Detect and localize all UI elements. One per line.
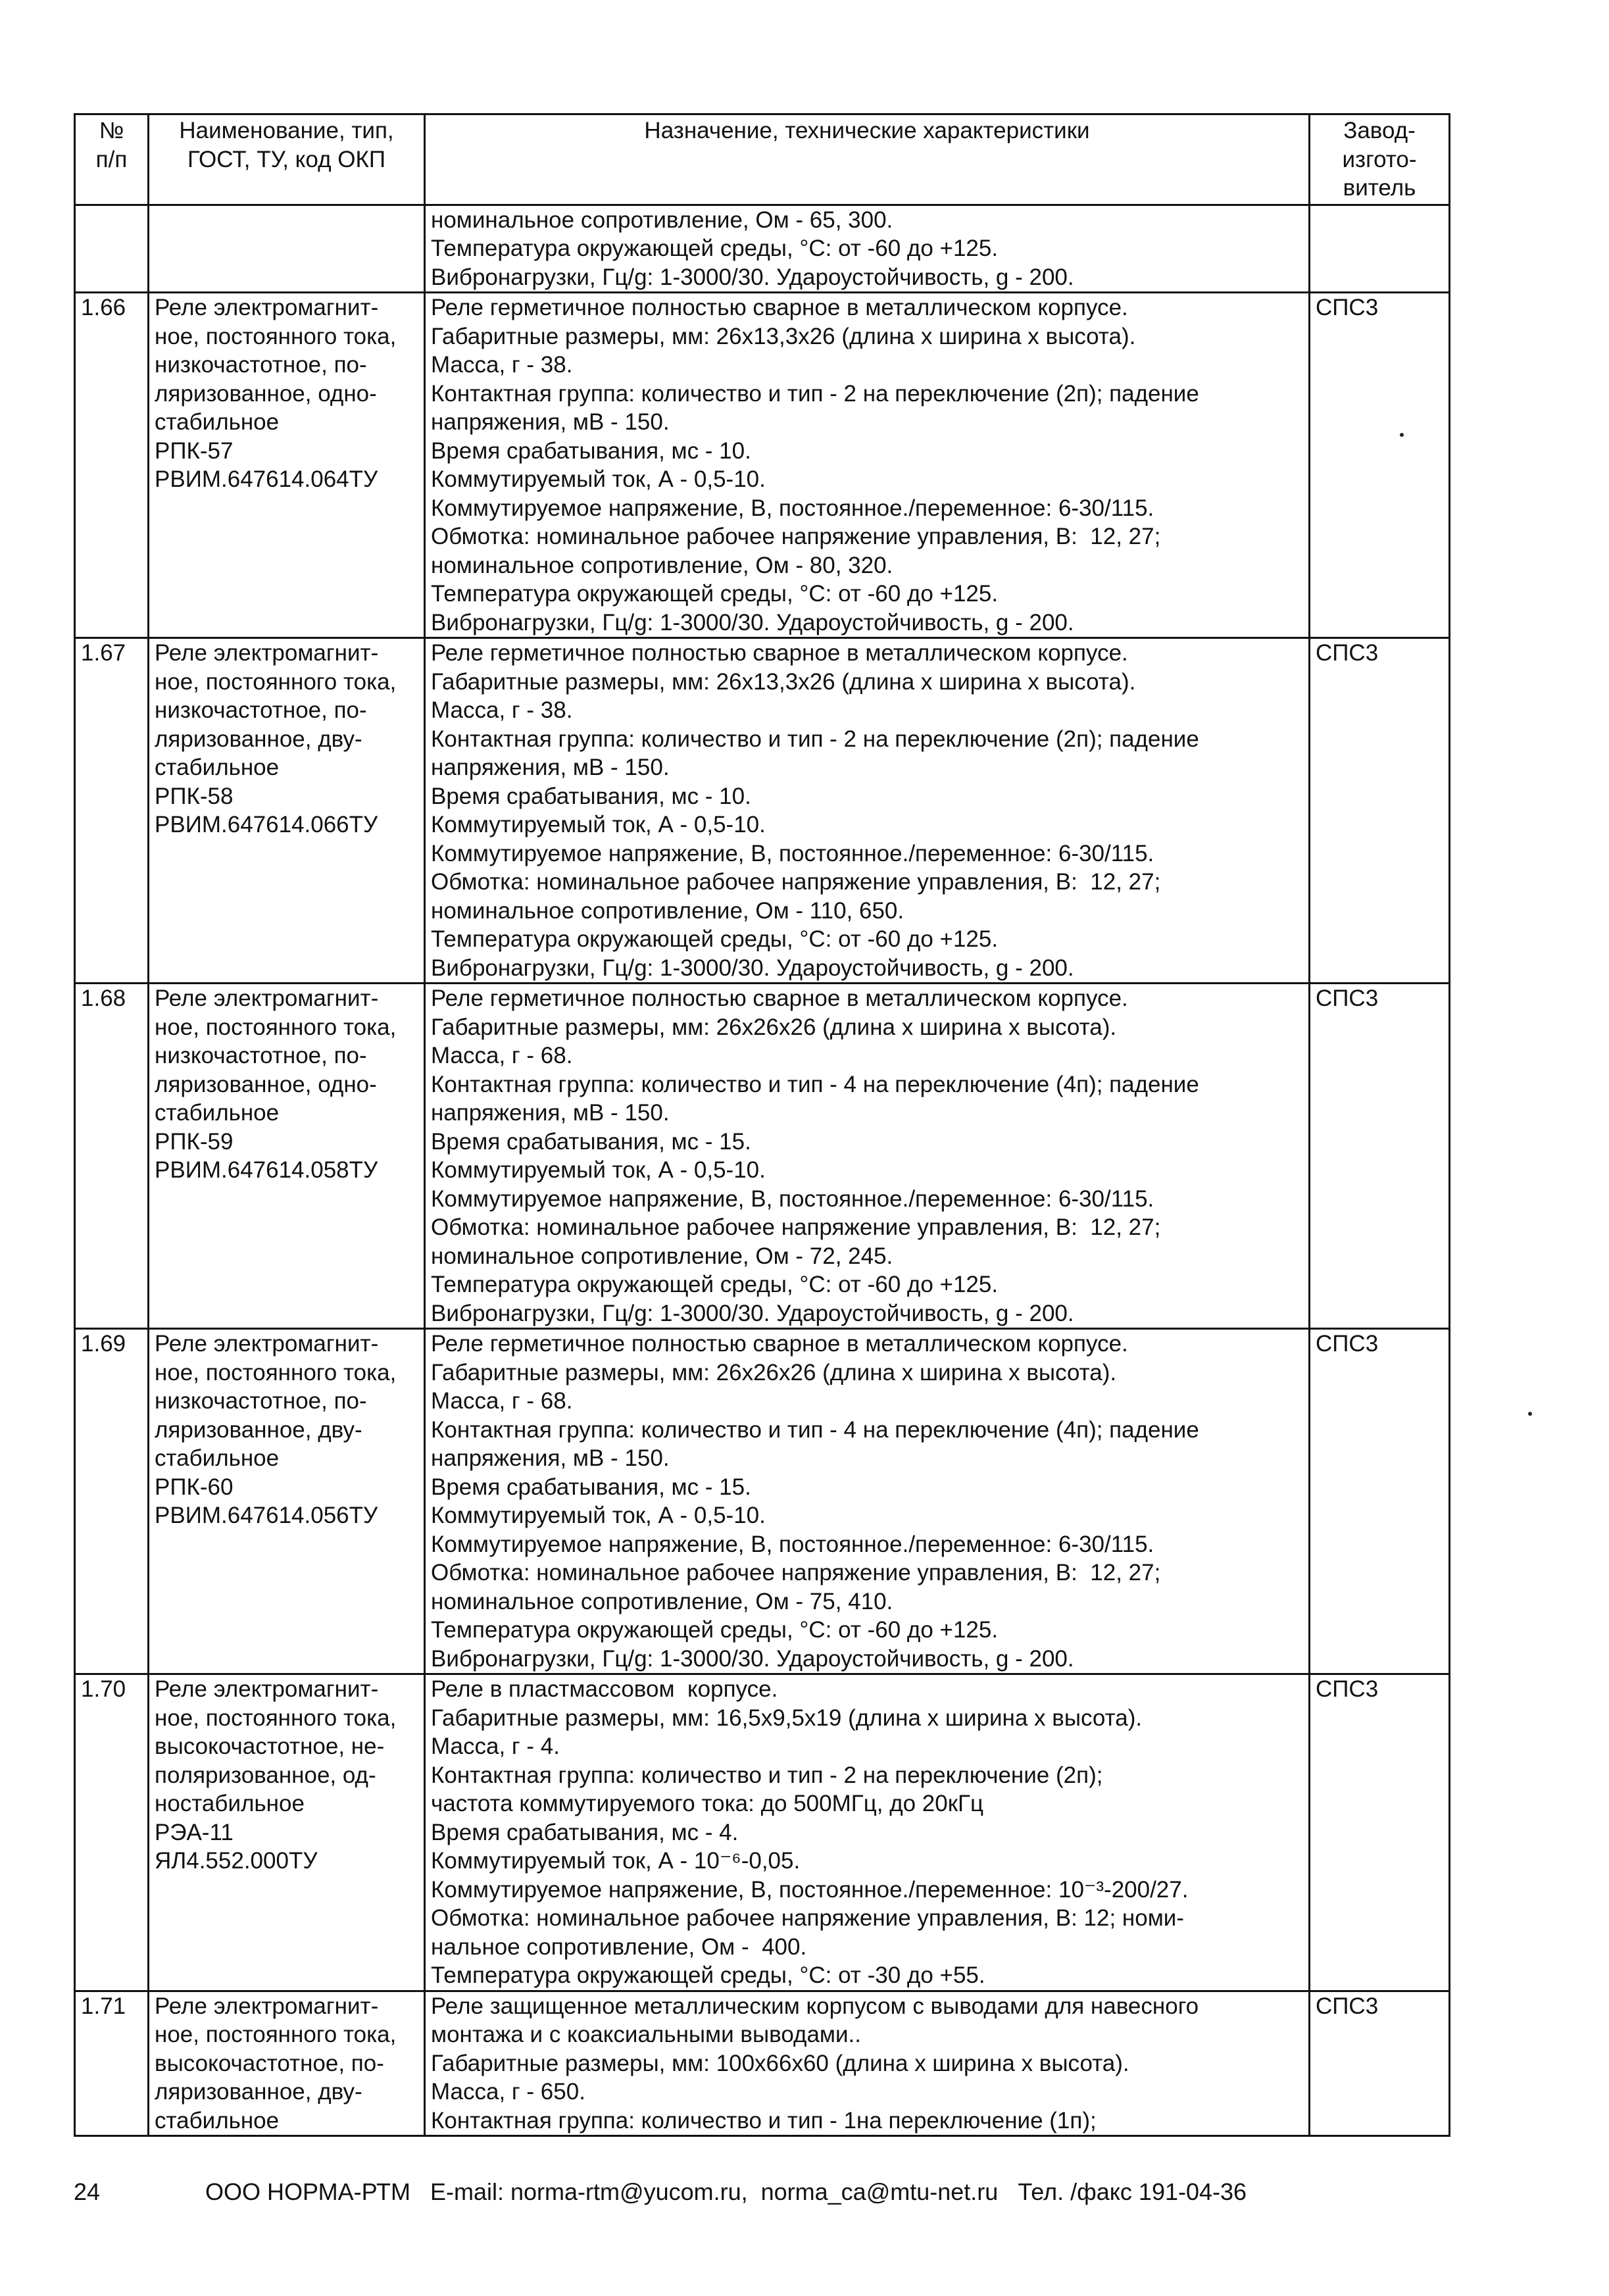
characteristics-line: напряжения, мВ - 150. — [431, 1100, 670, 1126]
characteristics-cell — [425, 1674, 1310, 1991]
product-name-line: ляризованное, дву- — [155, 2079, 362, 2105]
row-number: 1.71 — [81, 1993, 126, 2019]
product-name-line: Реле электромагнит- — [155, 295, 379, 320]
manufacturer-cell — [1310, 1329, 1450, 1674]
characteristics-line: Температура окружающей среды, °С: от -60 до +125. — [431, 1272, 999, 1297]
company-name: ООО НОРМА-РТМ — [205, 2178, 410, 2205]
header-manufacturer-line: витель — [1343, 175, 1416, 201]
characteristics-cell — [425, 638, 1310, 984]
characteristics-line: Вибронагрузки, Гц/g: 1-3000/30. Удароустойчивость, g - 200. — [431, 264, 1074, 290]
catalog-table — [74, 113, 1450, 2137]
characteristics-cell — [425, 205, 1310, 293]
phone-fax: Тел. /факс 191-04-36 — [1018, 2178, 1247, 2205]
characteristics-line: Температура окружающей среды, °С: от -60 до +125. — [431, 1617, 999, 1643]
product-name-line: низкочастотное, по- — [155, 1043, 367, 1068]
table-header-row — [75, 114, 1450, 205]
product-name-line: ностабильное — [155, 1791, 305, 1816]
row-number: 1.67 — [81, 640, 126, 666]
characteristics-line: напряжения, мВ - 150. — [431, 755, 670, 780]
characteristics-line: Масса, г - 68. — [431, 1043, 573, 1068]
characteristics-line: Вибронагрузки, Гц/g: 1-3000/30. Удароустойчивость, g - 200. — [431, 609, 1074, 636]
product-name-line: РПК-58 — [155, 783, 234, 809]
product-name-line: ное, постоянного тока, — [155, 668, 397, 695]
product-name-cell — [149, 638, 425, 984]
characteristics-line: Коммутируемое напряжение, В, постоянное./переменное: 6-30/115. — [431, 1185, 1154, 1212]
product-name-line: стабильное — [155, 755, 280, 780]
manufacturer-cell — [1310, 293, 1450, 638]
header-number — [75, 114, 149, 205]
product-name-line: ляризованное, дву- — [155, 1416, 362, 1443]
characteristics-line: монтажа и с коаксиальными выводами.. — [431, 2022, 861, 2047]
characteristics-line: Реле защищенное металлическим корпусом с выводами для навесного — [431, 1993, 1199, 2019]
characteristics-line: Масса, г - 68. — [431, 1388, 573, 1414]
characteristics-line: Габаритные размеры, мм: 26х26х26 (длина х ширина х высота). — [431, 1359, 1117, 1385]
product-name-line: низкочастотное, по- — [155, 1388, 367, 1414]
product-name-line: поляризованное, од- — [155, 1762, 376, 1788]
table-row — [75, 1329, 1450, 1674]
product-name-line: РВИМ.647614.066ТУ — [155, 812, 378, 837]
characteristics-line: номинальное сопротивление, Ом - 75, 410. — [431, 1588, 893, 1614]
header-manufacturer — [1310, 114, 1450, 205]
table-row — [75, 638, 1450, 984]
product-name-line: высокочастотное, не- — [155, 1734, 385, 1759]
product-name-cell — [149, 293, 425, 638]
product-name-line: РВИМ.647614.056ТУ — [155, 1503, 378, 1528]
row-number: 1.68 — [81, 986, 126, 1011]
product-name-cell — [149, 205, 425, 293]
characteristics-line: Коммутируемый ток, А - 0,5-10. — [431, 812, 766, 837]
characteristics-line: Коммутируемое напряжение, В, постоянное./переменное: 6-30/115. — [431, 840, 1154, 866]
manufacturer-code: СПС3 — [1316, 640, 1379, 666]
product-name-line: ЯЛ4.552.000ТУ — [155, 1848, 318, 1874]
characteristics-line: Коммутируемый ток, А - 0,5-10. — [431, 466, 766, 492]
scan-speck — [1400, 433, 1404, 437]
characteristics-cell — [425, 1991, 1310, 2136]
header-description — [425, 114, 1310, 205]
characteristics-line: Коммутируемое напряжение, В, постоянное./переменное: 10⁻³-200/27. — [431, 1876, 1189, 1903]
header-name-line: Наименование, тип, — [179, 118, 394, 143]
product-name-line: стабильное — [155, 409, 280, 435]
product-name-line: ляризованное, одно- — [155, 380, 377, 407]
product-name-line: высокочастотное, по- — [155, 2050, 384, 2076]
characteristics-line: Обмотка: номинальное рабочее напряжение управления, В: 12, 27; — [431, 1560, 1161, 1585]
product-name-cell — [149, 1329, 425, 1674]
product-name-cell — [149, 984, 425, 1329]
characteristics-line: Масса, г - 650. — [431, 2079, 585, 2105]
manufacturer-cell — [1310, 1991, 1450, 2136]
product-name-line: ное, постоянного тока, — [155, 2022, 397, 2047]
row-number: 1.70 — [81, 1676, 126, 1702]
characteristics-line: номинальное сопротивление, Ом - 72, 245. — [431, 1243, 893, 1269]
product-name-line: ляризованное, дву- — [155, 726, 362, 752]
characteristics-line: Обмотка: номинальное рабочее напряжение управления, В: 12, 27; — [431, 524, 1161, 549]
characteristics-line: Контактная группа: количество и тип - 4 на переключение (4п); падение — [431, 1416, 1199, 1443]
row-number-cell — [75, 1674, 149, 1991]
product-name-line: низкочастотное, по- — [155, 352, 367, 378]
row-number-cell — [75, 984, 149, 1329]
row-number: 1.69 — [81, 1331, 126, 1357]
manufacturer-cell — [1310, 205, 1450, 293]
characteristics-line: частота коммутируемого тока: до 500МГц, до 20кГц — [431, 1791, 984, 1816]
characteristics-line: Контактная группа: количество и тип - 1на переключение (1п); — [431, 2107, 1097, 2134]
characteristics-line: Температура окружающей среды, °С: от -60 до +125. — [431, 926, 999, 952]
product-name-line: ное, постоянного тока, — [155, 323, 397, 349]
scan-speck — [1528, 1412, 1532, 1416]
characteristics-line: Вибронагрузки, Гц/g: 1-3000/30. Удароустойчивость, g - 200. — [431, 1300, 1074, 1326]
product-name-line: ное, постоянного тока, — [155, 1014, 397, 1040]
characteristics-line: Габаритные размеры, мм: 26х13,3х26 (длина х ширина х высота). — [431, 668, 1136, 695]
product-name-line: ляризованное, одно- — [155, 1071, 377, 1097]
characteristics-line: Контактная группа: количество и тип - 2 на переключение (2п); падение — [431, 380, 1199, 407]
characteristics-line: Температура окружающей среды, °С: от -60 до +125. — [431, 581, 999, 607]
product-name-cell — [149, 1674, 425, 1991]
characteristics-line: напряжения, мВ - 150. — [431, 409, 670, 435]
header-manufacturer-line: Завод- — [1343, 118, 1416, 143]
manufacturer-code: СПС3 — [1316, 1331, 1379, 1357]
characteristics-line: Реле герметичное полностью сварное в металлическом корпусе. — [431, 640, 1128, 666]
table-row — [75, 1991, 1450, 2136]
row-number-cell — [75, 293, 149, 638]
product-name-line: РВИМ.647614.064ТУ — [155, 466, 378, 492]
characteristics-line: номинальное сопротивление, Ом - 80, 320. — [431, 552, 893, 578]
characteristics-line: Температура окружающей среды, °С: от -30 до +55. — [431, 1962, 985, 1988]
header-name — [149, 114, 425, 205]
characteristics-line: Контактная группа: количество и тип - 2 на переключение (2п); падение — [431, 726, 1199, 752]
characteristics-line: Коммутируемое напряжение, В, постоянное./переменное: 6-30/115. — [431, 495, 1154, 521]
characteristics-line: Габаритные размеры, мм: 26х26х26 (длина х ширина х высота). — [431, 1014, 1117, 1040]
characteristics-cell — [425, 293, 1310, 638]
product-name-line: стабильное — [155, 1445, 280, 1471]
product-name-line: РПК-59 — [155, 1128, 234, 1155]
characteristics-cell — [425, 1329, 1310, 1674]
table-row — [75, 205, 1450, 293]
characteristics-line: Время срабатывания, мс - 15. — [431, 1474, 751, 1500]
characteristics-line: Коммутируемое напряжение, В, постоянное./переменное: 6-30/115. — [431, 1531, 1154, 1557]
characteristics-line: Контактная группа: количество и тип - 4 на переключение (4п); падение — [431, 1071, 1199, 1097]
manufacturer-code: СПС3 — [1316, 1676, 1379, 1702]
characteristics-line: номинальное сопротивление, Ом - 110, 650. — [431, 897, 904, 924]
characteristics-line: Габаритные размеры, мм: 16,5х9,5х19 (длина х ширина х высота). — [431, 1705, 1143, 1731]
product-name-line: ное, постоянного тока, — [155, 1359, 397, 1385]
header-manufacturer-line: изгото- — [1342, 146, 1417, 172]
product-name-line: РПК-57 — [155, 437, 234, 464]
product-name-line: Реле электромагнит- — [155, 986, 379, 1011]
row-number-cell — [75, 1991, 149, 2136]
characteristics-line: Масса, г - 38. — [431, 697, 573, 723]
characteristics-line: нальное сопротивление, Ом - 400. — [431, 1934, 807, 1960]
table-body — [75, 205, 1450, 2136]
product-name-line: Реле электромагнит- — [155, 1331, 379, 1357]
characteristics-line: Реле в пластмассовом корпусе. — [431, 1676, 778, 1702]
header-number-line: п/п — [95, 146, 128, 172]
characteristics-line: Коммутируемый ток, А - 0,5-10. — [431, 1157, 766, 1183]
characteristics-line: Время срабатывания, мс - 10. — [431, 783, 751, 809]
characteristics-line: Обмотка: номинальное рабочее напряжение управления, В: 12, 27; — [431, 1214, 1161, 1240]
characteristics-line: напряжения, мВ - 150. — [431, 1445, 670, 1471]
characteristics-line: Реле герметичное полностью сварное в металлическом корпусе. — [431, 1331, 1128, 1357]
characteristics-line: Коммутируемый ток, А - 0,5-10. — [431, 1503, 766, 1528]
characteristics-line: Реле герметичное полностью сварное в металлическом корпусе. — [431, 986, 1128, 1011]
product-name-line: Реле электромагнит- — [155, 640, 379, 666]
characteristics-line: Вибронагрузки, Гц/g: 1-3000/30. Удароустойчивость, g - 200. — [431, 955, 1074, 981]
characteristics-line: номинальное сопротивление, Ом - 65, 300. — [431, 207, 893, 233]
row-number-cell — [75, 205, 149, 293]
row-number-cell — [75, 1329, 149, 1674]
manufacturer-cell — [1310, 1674, 1450, 1991]
characteristics-line: Реле герметичное полностью сварное в металлическом корпусе. — [431, 295, 1128, 320]
product-name-line: ное, постоянного тока, — [155, 1705, 397, 1731]
manufacturer-cell — [1310, 638, 1450, 984]
product-name-line: Реле электромагнит- — [155, 1676, 379, 1702]
table-row — [75, 984, 1450, 1329]
product-name-line: стабильное — [155, 1100, 280, 1126]
product-name-cell — [149, 1991, 425, 2136]
characteristics-line: Температура окружающей среды, °С: от -60 до +125. — [431, 236, 999, 261]
row-number-cell — [75, 638, 149, 984]
page-number: 24 — [74, 2178, 101, 2205]
characteristics-line: Масса, г - 38. — [431, 352, 573, 378]
characteristics-line: Габаритные размеры, мм: 100х66х60 (длина х ширина х высота). — [431, 2050, 1129, 2076]
manufacturer-cell — [1310, 984, 1450, 1329]
header-number-line: № — [99, 118, 124, 143]
characteristics-line: Масса, г - 4. — [431, 1734, 560, 1759]
table-row — [75, 1674, 1450, 1991]
characteristics-line: Коммутируемый ток, А - 10⁻⁶-0,05. — [431, 1848, 801, 1874]
characteristics-line: Время срабатывания, мс - 10. — [431, 437, 751, 464]
characteristics-cell — [425, 984, 1310, 1329]
table-row — [75, 293, 1450, 638]
header-name-line: ГОСТ, ТУ, код ОКП — [187, 146, 385, 172]
manufacturer-code: СПС3 — [1316, 1993, 1379, 2019]
product-name-line: РПК-60 — [155, 1474, 234, 1500]
characteristics-line: Время срабатывания, мс - 15. — [431, 1128, 751, 1155]
product-name-line: Реле электромагнит- — [155, 1993, 379, 2019]
characteristics-line: Обмотка: номинальное рабочее напряжение управления, В: 12; номи- — [431, 1905, 1184, 1931]
header-description-line: Назначение, технические характеристики — [644, 118, 1090, 143]
characteristics-line: Обмотка: номинальное рабочее напряжение управления, В: 12, 27; — [431, 869, 1161, 895]
manufacturer-code: СПС3 — [1316, 986, 1379, 1011]
row-number: 1.66 — [81, 295, 126, 320]
product-name-line: РВИМ.647614.058ТУ — [155, 1157, 378, 1183]
manufacturer-code: СПС3 — [1316, 295, 1379, 320]
product-name-line: стабильное — [155, 2107, 280, 2134]
product-name-line: низкочастотное, по- — [155, 697, 367, 723]
page-footer — [74, 2178, 1455, 2207]
characteristics-line: Габаритные размеры, мм: 26х13,3х26 (длина х ширина х высота). — [431, 323, 1136, 349]
characteristics-line: Время срабатывания, мс - 4. — [431, 1819, 739, 1845]
characteristics-line: Вибронагрузки, Гц/g: 1-3000/30. Удароустойчивость, g - 200. — [431, 1645, 1074, 1672]
characteristics-line: Контактная группа: количество и тип - 2 на переключение (2п); — [431, 1762, 1103, 1788]
product-name-line: РЭА-11 — [155, 1819, 234, 1845]
email-contacts: E-mail: norma-rtm@yucom.ru, norma_ca@mtu-net.ru — [430, 2178, 999, 2205]
